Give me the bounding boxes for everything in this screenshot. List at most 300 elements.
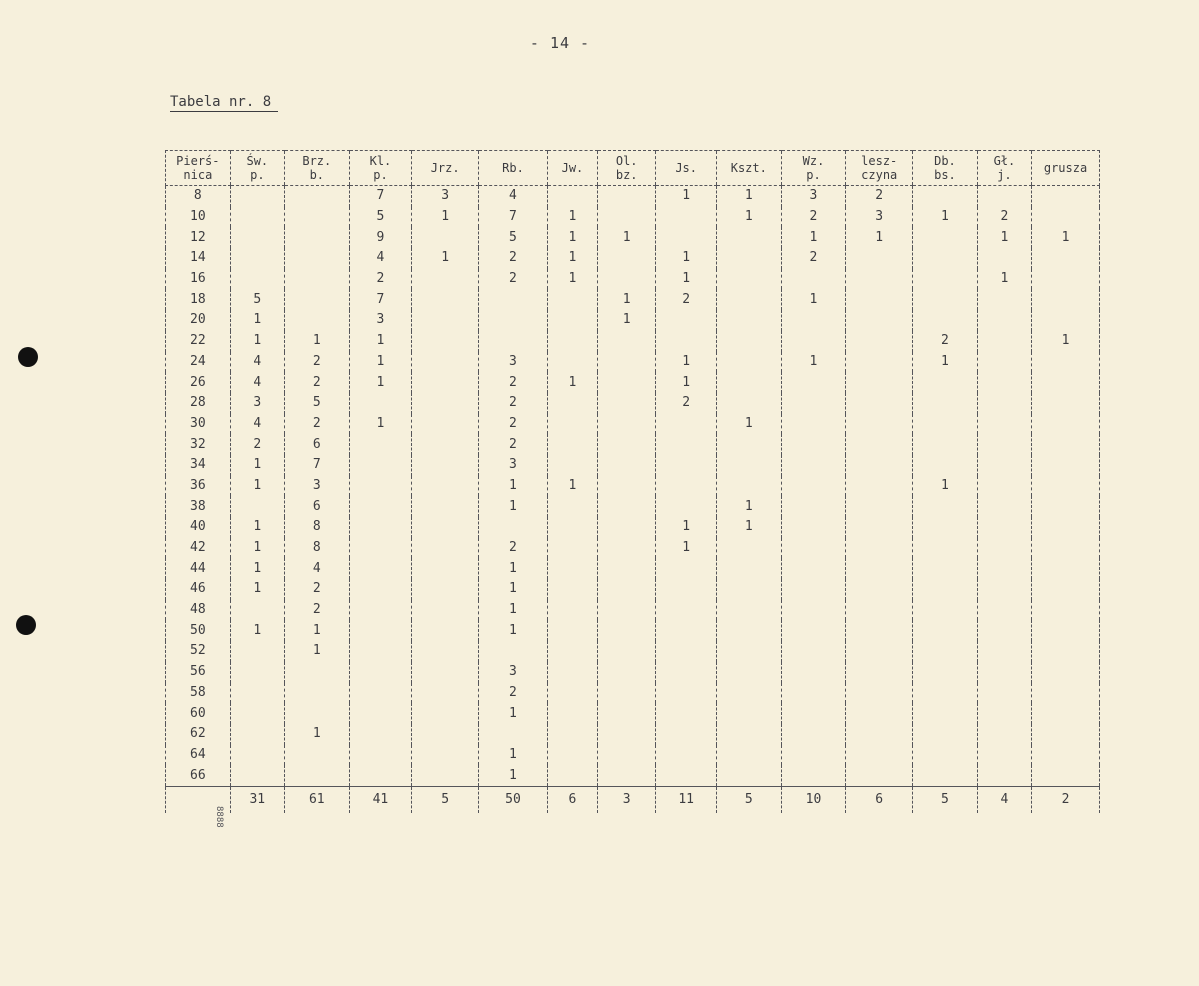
count-cell (913, 683, 978, 704)
count-cell: 1 (716, 496, 781, 517)
count-cell (284, 310, 349, 331)
count-cell (781, 455, 846, 476)
count-cell: 1 (1032, 227, 1100, 248)
column-header-line1: Kl. (369, 154, 392, 168)
column-header-line1: grusza (1043, 161, 1088, 175)
count-cell (349, 538, 412, 559)
count-cell (412, 414, 479, 435)
count-cell: 2 (781, 248, 846, 269)
count-cell: 1 (412, 207, 479, 228)
table-row (166, 620, 1100, 641)
count-cell (597, 765, 655, 786)
count-cell: 1 (656, 538, 717, 559)
count-cell (547, 352, 597, 373)
count-cell (349, 724, 412, 745)
column-header (166, 151, 231, 186)
count-cell: 2 (479, 414, 548, 435)
count-cell (1032, 765, 1100, 786)
count-cell (656, 765, 717, 786)
count-cell: 1 (547, 248, 597, 269)
count-cell (1032, 517, 1100, 538)
punch-hole-bottom (16, 615, 36, 635)
count-cell (349, 703, 412, 724)
count-cell: 1 (716, 517, 781, 538)
count-cell (597, 620, 655, 641)
count-cell: 2 (656, 393, 717, 414)
count-cell (846, 683, 913, 704)
count-cell (913, 186, 978, 207)
count-cell (977, 186, 1031, 207)
count-cell (977, 289, 1031, 310)
diameter-cell: 38 (166, 496, 231, 517)
count-cell (1032, 269, 1100, 290)
count-cell: 1 (656, 186, 717, 207)
count-cell: 2 (846, 186, 913, 207)
count-cell: 7 (479, 207, 548, 228)
table-row (166, 579, 1100, 600)
count-cell (479, 310, 548, 331)
count-cell (781, 641, 846, 662)
count-cell: 2 (913, 331, 978, 352)
count-cell (781, 724, 846, 745)
count-cell (230, 207, 284, 228)
count-cell (977, 352, 1031, 373)
column-header-line2: b. (309, 168, 325, 182)
count-cell (977, 434, 1031, 455)
column-header (716, 151, 781, 186)
count-cell (1032, 310, 1100, 331)
count-cell (656, 703, 717, 724)
table-row (166, 476, 1100, 497)
count-cell: 2 (479, 538, 548, 559)
count-cell (913, 703, 978, 724)
count-cell (230, 683, 284, 704)
table-row (166, 703, 1100, 724)
table-row (166, 538, 1100, 559)
count-cell: 1 (230, 455, 284, 476)
count-cell (349, 558, 412, 579)
table-row (166, 248, 1100, 269)
count-cell (1032, 683, 1100, 704)
count-cell (656, 310, 717, 331)
diameter-cell: 26 (166, 372, 231, 393)
diameter-cell: 32 (166, 434, 231, 455)
header-row (166, 151, 1100, 186)
count-cell: 2 (349, 269, 412, 290)
count-cell (349, 600, 412, 621)
count-cell (846, 765, 913, 786)
count-cell (547, 724, 597, 745)
count-cell: 1 (284, 331, 349, 352)
count-cell (977, 331, 1031, 352)
diameter-cell: 14 (166, 248, 231, 269)
column-header-line1: Brz. (302, 154, 332, 168)
total-cell: 6 (547, 786, 597, 813)
count-cell (913, 455, 978, 476)
table-row (166, 393, 1100, 414)
count-cell (597, 724, 655, 745)
diameter-cell: 12 (166, 227, 231, 248)
count-cell (230, 248, 284, 269)
column-header (913, 151, 978, 186)
count-cell (597, 538, 655, 559)
count-cell (1032, 476, 1100, 497)
count-cell (412, 538, 479, 559)
count-cell (412, 289, 479, 310)
diameter-cell: 24 (166, 352, 231, 373)
count-cell: 1 (547, 227, 597, 248)
count-cell (781, 745, 846, 766)
count-cell: 1 (656, 269, 717, 290)
count-cell (230, 641, 284, 662)
diameter-cell: 48 (166, 600, 231, 621)
count-cell: 1 (913, 352, 978, 373)
count-cell: 1 (716, 186, 781, 207)
column-header (479, 151, 548, 186)
count-cell: 1 (479, 620, 548, 641)
count-cell: 2 (284, 414, 349, 435)
count-cell (349, 683, 412, 704)
count-cell (412, 558, 479, 579)
count-cell: 1 (349, 414, 412, 435)
count-cell: 1 (479, 558, 548, 579)
count-cell: 1 (977, 269, 1031, 290)
count-cell (716, 600, 781, 621)
count-cell: 1 (349, 352, 412, 373)
column-header-line2: p. (806, 168, 821, 182)
count-cell (284, 745, 349, 766)
count-cell (656, 227, 717, 248)
count-cell (716, 620, 781, 641)
column-header (230, 151, 284, 186)
count-cell: 2 (781, 207, 846, 228)
count-cell (716, 248, 781, 269)
diameter-cell: 66 (166, 765, 231, 786)
count-cell (977, 496, 1031, 517)
count-cell (977, 579, 1031, 600)
count-cell: 5 (284, 393, 349, 414)
count-cell (412, 683, 479, 704)
count-cell (597, 662, 655, 683)
count-cell (230, 227, 284, 248)
count-cell (1032, 558, 1100, 579)
count-cell: 3 (412, 186, 479, 207)
table-row (166, 207, 1100, 228)
count-cell: 1 (479, 579, 548, 600)
count-cell (547, 765, 597, 786)
count-cell (977, 600, 1031, 621)
count-cell (547, 703, 597, 724)
table-row (166, 496, 1100, 517)
count-cell: 2 (479, 372, 548, 393)
count-cell (846, 352, 913, 373)
count-cell (846, 496, 913, 517)
count-cell (412, 269, 479, 290)
count-cell: 1 (913, 207, 978, 228)
table-row (166, 455, 1100, 476)
count-cell (1032, 641, 1100, 662)
table-row (166, 414, 1100, 435)
count-cell (716, 227, 781, 248)
count-cell (547, 186, 597, 207)
count-cell (977, 620, 1031, 641)
table-row (166, 310, 1100, 331)
column-header (781, 151, 846, 186)
count-cell (230, 703, 284, 724)
count-cell (547, 620, 597, 641)
column-header (656, 151, 717, 186)
count-cell (349, 393, 412, 414)
count-cell (913, 496, 978, 517)
count-cell (597, 476, 655, 497)
count-cell (547, 434, 597, 455)
count-cell (913, 745, 978, 766)
count-cell: 5 (230, 289, 284, 310)
count-cell: 7 (284, 455, 349, 476)
count-cell (1032, 393, 1100, 414)
count-cell: 1 (284, 620, 349, 641)
count-cell (412, 517, 479, 538)
column-header-line1: Ol. (615, 154, 638, 168)
count-cell: 3 (230, 393, 284, 414)
count-cell: 6 (284, 496, 349, 517)
count-cell: 1 (977, 227, 1031, 248)
column-header-line1: Wz. (802, 154, 825, 168)
count-cell (349, 579, 412, 600)
count-cell (781, 331, 846, 352)
count-cell: 1 (597, 227, 655, 248)
count-cell: 3 (479, 455, 548, 476)
count-cell (846, 724, 913, 745)
count-cell (781, 703, 846, 724)
count-cell (547, 538, 597, 559)
count-cell (781, 476, 846, 497)
count-cell (1032, 434, 1100, 455)
count-cell (597, 703, 655, 724)
count-cell: 3 (284, 476, 349, 497)
count-cell: 3 (846, 207, 913, 228)
count-cell: 1 (597, 310, 655, 331)
count-cell (1032, 352, 1100, 373)
count-cell: 8 (284, 517, 349, 538)
count-cell (656, 207, 717, 228)
total-cell: 41 (349, 786, 412, 813)
count-cell (846, 641, 913, 662)
column-header (412, 151, 479, 186)
count-cell (1032, 724, 1100, 745)
count-cell (977, 517, 1031, 538)
count-cell: 4 (230, 372, 284, 393)
diameter-cell: 34 (166, 455, 231, 476)
count-cell (284, 765, 349, 786)
count-cell (284, 289, 349, 310)
count-cell (412, 372, 479, 393)
table-row (166, 352, 1100, 373)
column-header-line2: bs. (934, 168, 956, 182)
column-header-line1: Św. (246, 154, 269, 168)
count-cell (716, 662, 781, 683)
count-cell (656, 558, 717, 579)
total-cell: 5 (913, 786, 978, 813)
count-cell (656, 579, 717, 600)
table-title: Tabela nr. 8 (170, 94, 278, 112)
count-cell: 1 (547, 372, 597, 393)
count-cell: 1 (547, 476, 597, 497)
count-cell (1032, 186, 1100, 207)
count-cell (846, 620, 913, 641)
count-cell (349, 455, 412, 476)
count-cell (716, 331, 781, 352)
diameter-cell: 56 (166, 662, 231, 683)
count-cell (781, 538, 846, 559)
count-cell (412, 724, 479, 745)
count-cell (656, 662, 717, 683)
count-cell: 1 (547, 269, 597, 290)
count-cell: 6 (284, 434, 349, 455)
diameter-cell: 64 (166, 745, 231, 766)
count-cell: 3 (479, 352, 548, 373)
column-header-line2: nica (183, 168, 213, 182)
count-cell (977, 393, 1031, 414)
count-cell (1032, 600, 1100, 621)
count-cell: 1 (656, 352, 717, 373)
count-cell (977, 558, 1031, 579)
count-cell (846, 538, 913, 559)
count-cell: 4 (230, 414, 284, 435)
count-cell (656, 414, 717, 435)
count-cell (781, 765, 846, 786)
total-cell: 2 (1032, 786, 1100, 813)
count-cell (597, 455, 655, 476)
count-cell (1032, 620, 1100, 641)
count-cell (913, 434, 978, 455)
count-cell: 9 (349, 227, 412, 248)
count-cell (1032, 703, 1100, 724)
count-cell (781, 310, 846, 331)
count-cell: 1 (656, 372, 717, 393)
count-cell (284, 662, 349, 683)
count-cell (846, 289, 913, 310)
count-cell (656, 745, 717, 766)
count-cell (977, 372, 1031, 393)
column-header-line1: Jrz. (430, 161, 460, 175)
count-cell (547, 393, 597, 414)
count-cell (547, 455, 597, 476)
diameter-cell: 60 (166, 703, 231, 724)
count-cell: 1 (230, 310, 284, 331)
count-cell: 1 (547, 207, 597, 228)
column-header (846, 151, 913, 186)
totals-row (166, 786, 1100, 813)
count-cell (597, 434, 655, 455)
count-cell (547, 517, 597, 538)
count-cell (284, 186, 349, 207)
count-cell (913, 600, 978, 621)
count-cell (781, 558, 846, 579)
table-row (166, 745, 1100, 766)
diameter-cell: 8 (166, 186, 231, 207)
count-cell (781, 414, 846, 435)
count-cell: 1 (284, 641, 349, 662)
tree-count-table (165, 150, 1100, 813)
table-row (166, 331, 1100, 352)
count-cell (412, 579, 479, 600)
table-row (166, 289, 1100, 310)
column-header-line2: czyna (861, 168, 898, 182)
count-cell (284, 227, 349, 248)
total-cell: 61 (284, 786, 349, 813)
page-number: - 14 - (529, 34, 591, 52)
count-cell: 7 (349, 186, 412, 207)
column-header-line1: Pierś- (176, 154, 220, 168)
count-cell (846, 434, 913, 455)
count-cell (716, 683, 781, 704)
count-cell: 1 (781, 289, 846, 310)
count-cell: 1 (479, 703, 548, 724)
count-cell (479, 724, 548, 745)
diameter-cell: 30 (166, 414, 231, 435)
count-cell: 2 (656, 289, 717, 310)
count-cell (230, 269, 284, 290)
count-cell (913, 310, 978, 331)
count-cell (846, 269, 913, 290)
count-cell: 3 (479, 662, 548, 683)
count-cell (230, 600, 284, 621)
count-cell (913, 620, 978, 641)
count-cell (913, 641, 978, 662)
count-cell (547, 662, 597, 683)
count-cell (349, 662, 412, 683)
count-cell (284, 703, 349, 724)
count-cell: 1 (1032, 331, 1100, 352)
total-cell: 5 (716, 786, 781, 813)
count-cell (913, 372, 978, 393)
count-cell (716, 476, 781, 497)
count-cell (412, 434, 479, 455)
count-cell (349, 620, 412, 641)
count-cell (412, 352, 479, 373)
count-cell: 1 (230, 579, 284, 600)
count-cell (913, 227, 978, 248)
count-cell (913, 538, 978, 559)
column-header (349, 151, 412, 186)
count-cell (716, 745, 781, 766)
count-cell (781, 683, 846, 704)
count-cell (846, 558, 913, 579)
count-cell (1032, 496, 1100, 517)
count-cell (846, 248, 913, 269)
table-row (166, 558, 1100, 579)
count-cell (781, 269, 846, 290)
count-cell: 4 (349, 248, 412, 269)
count-cell (412, 703, 479, 724)
count-cell (597, 248, 655, 269)
count-cell (230, 724, 284, 745)
count-cell (716, 352, 781, 373)
count-cell: 1 (479, 476, 548, 497)
count-cell (781, 662, 846, 683)
diameter-cell: 42 (166, 538, 231, 559)
count-cell (597, 207, 655, 228)
table-row (166, 186, 1100, 207)
count-cell (977, 683, 1031, 704)
count-cell (656, 641, 717, 662)
count-cell (846, 517, 913, 538)
count-cell (781, 620, 846, 641)
count-cell: 1 (913, 476, 978, 497)
count-cell: 1 (479, 745, 548, 766)
count-cell (846, 600, 913, 621)
